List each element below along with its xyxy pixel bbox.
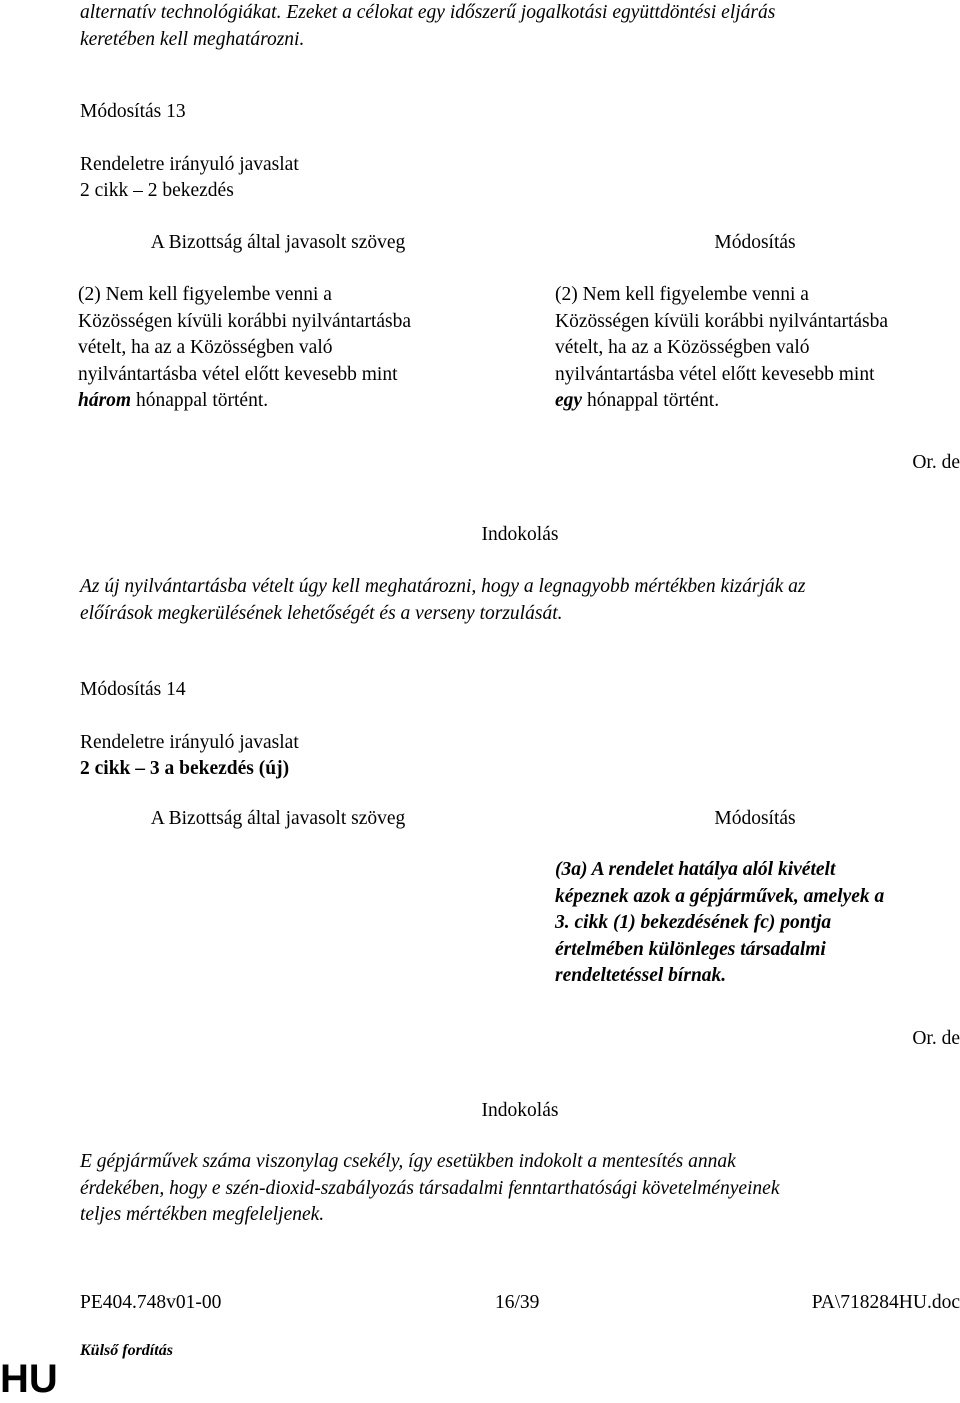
changed-word: három [78, 390, 132, 411]
commission-text [78, 282, 478, 415]
amendment-reference: 2 cikk – 2 bekezdés [80, 180, 234, 201]
text-line: vételt, ha az a Közösségben való [78, 337, 333, 358]
file-name: PA\718284HU.doc [811, 1292, 960, 1313]
text-line: érdekében, hogy e szén-dioxid-szabályozás társadalmi fenntarthatósági követelményeinek [80, 1177, 780, 1199]
text-line: Közösségen kívüli korábbi nyilvántartásba [555, 310, 889, 332]
text-line: Közösségen kívüli korábbi nyilvántartásba [78, 310, 412, 332]
changed-word: egy [555, 390, 583, 411]
amendment-heading: Módosítás [714, 808, 796, 829]
commission-text-heading: A Bizottság által javasolt szöveg [150, 808, 406, 829]
text-rest: hónappal történt. [582, 390, 720, 411]
text-line: rendeltetéssel bírnak. [555, 965, 727, 986]
intro-line: alternatív technológiákat. Ezeket a célokat egy időszerű jogalkotási együttdöntési eljárás [80, 2, 776, 23]
justification-text [80, 574, 952, 627]
text-line: 3. cikk (1) bekezdésének fc) pontja [555, 912, 832, 933]
text-line: nyilvántartásba vétel előtt kevesebb mint [78, 363, 398, 385]
text-line: vételt, ha az a Közösségben való [555, 337, 810, 358]
justification-heading: Indokolás [481, 524, 559, 545]
text-line: E gépjárművek száma viszonylag csekély, így esetükben indokolt a mentesítés annak [80, 1151, 736, 1172]
amendment-number: Módosítás 14 [80, 679, 186, 700]
text-line: (2) Nem kell figyelembe venni a [555, 284, 809, 305]
text-line: teljes mértékben megfeleljenek. [80, 1204, 325, 1225]
amendment-heading: Módosítás [714, 232, 796, 253]
commission-text-heading: A Bizottság által javasolt szöveg [150, 232, 406, 253]
text-line: nyilvántartásba vétel előtt kevesebb mint [555, 363, 875, 385]
text-line: Az új nyilvántartásba vételt úgy kell meghatározni, hogy a legnagyobb mértékben kizárják az [80, 576, 806, 597]
text-line: (3a) A rendelet hatálya alól kivételt [555, 859, 836, 880]
intro-paragraph [80, 0, 950, 53]
text-line [78, 388, 478, 415]
amendment-13-header [80, 99, 580, 205]
page-number: 16/39 [495, 1292, 540, 1313]
amendment-reference: 2 cikk – 3 a bekezdés (új) [80, 758, 290, 779]
amendment-text [555, 857, 955, 990]
original-language: Or. de [912, 452, 960, 473]
text-line: előírások megkerülésének lehetőségét és a verseny torzulását. [80, 602, 563, 624]
intro-line: keretében kell meghatározni. [80, 28, 305, 50]
amendment-text [555, 282, 955, 415]
text-line: képeznek azok a gépjárművek, amelyek a [555, 885, 885, 907]
language-code: HU [0, 1357, 58, 1401]
justification-heading: Indokolás [481, 1100, 559, 1121]
external-translation-label: Külső fordítás [80, 1342, 173, 1359]
amendment-14-header [80, 677, 580, 783]
amendment-number: Módosítás 13 [80, 101, 186, 122]
original-language: Or. de [912, 1028, 960, 1049]
text-line: értelmében különleges társadalmi [555, 938, 826, 960]
amendment-title: Rendeletre irányuló javaslat [80, 153, 299, 175]
text-line: (2) Nem kell figyelembe venni a [78, 284, 332, 305]
text-line [555, 388, 955, 415]
amendment-title: Rendeletre irányuló javaslat [80, 731, 299, 753]
document-reference: PE404.748v01-00 [80, 1292, 222, 1313]
text-rest: hónappal történt. [131, 390, 269, 411]
justification-text [80, 1149, 952, 1229]
